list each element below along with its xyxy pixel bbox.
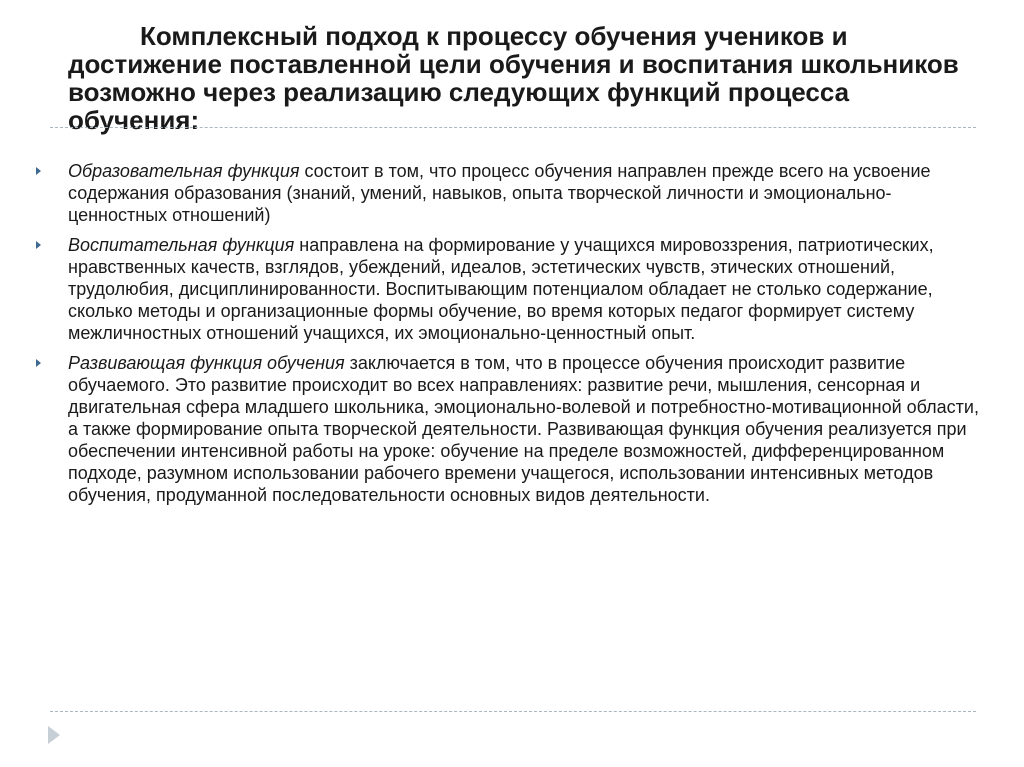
slide-title: [68, 22, 968, 134]
bullet-term: Развивающая функция обучения: [68, 353, 345, 373]
corner-triangle-icon: [48, 726, 60, 744]
bullet-item-developmental: [36, 352, 981, 506]
bullet-term: Образовательная функция: [68, 161, 300, 181]
bullet-text: состоит в том, что процесс обучения направлен прежде всего на усвоение содержания образования (знаний, умений, навыков, опыта творческой личности и эмоционально-ценностных отношений): [68, 161, 931, 225]
top-divider: [50, 127, 976, 128]
bullet-list: [36, 160, 981, 514]
bottom-divider: [50, 711, 976, 712]
bullet-term: Воспитательная функция: [68, 235, 295, 255]
bullet-triangle-icon: [36, 241, 41, 249]
title-suffix: :: [190, 105, 200, 135]
title-intro: Комплексный подход к процессу обучения учеников и достижение поставленной цели обучения и воспитания школьников возможно через реализацию следующих: [68, 21, 959, 107]
title-bold: функций процесса обучения: [68, 77, 850, 135]
bullet-text: заключается в том, что в процессе обучения происходит развитие обучаемого. Это развитие происходит во всех направлениях: развитие речи, мышления, сенсорная и двигательная сфера младшего школьника, эмоционально-волевой и потребностно-мотивационной области, а также формирование опыта творческой деятельности. Развивающая функция обучения реализуется при обеспечении интенсивной работы на уроке: обучение на пределе возможностей, дифференцированном подходе, разумном использовании рабочего времени учащегося, использовании интенсивных методов обучения, продуманной последовательности основных видов деятельности.: [68, 353, 979, 505]
bullet-triangle-icon: [36, 359, 41, 367]
bullet-triangle-icon: [36, 167, 41, 175]
bullet-item-educational: [36, 160, 981, 226]
bullet-item-upbringing: [36, 234, 981, 344]
bullet-text: направлена на формирование у учащихся мировоззрения, патриотических, нравственных качеств, взглядов, убеждений, идеалов, эстетических чувств, этических отношений, трудолюбия, дисциплинированности. Воспитывающим потенциалом обладает не столько содержание, сколько методы и организационные формы обучение, во время которых педагог формирует систему межличностных отношений учащихся, их эмоционально-ценностный опыт.: [68, 235, 934, 343]
